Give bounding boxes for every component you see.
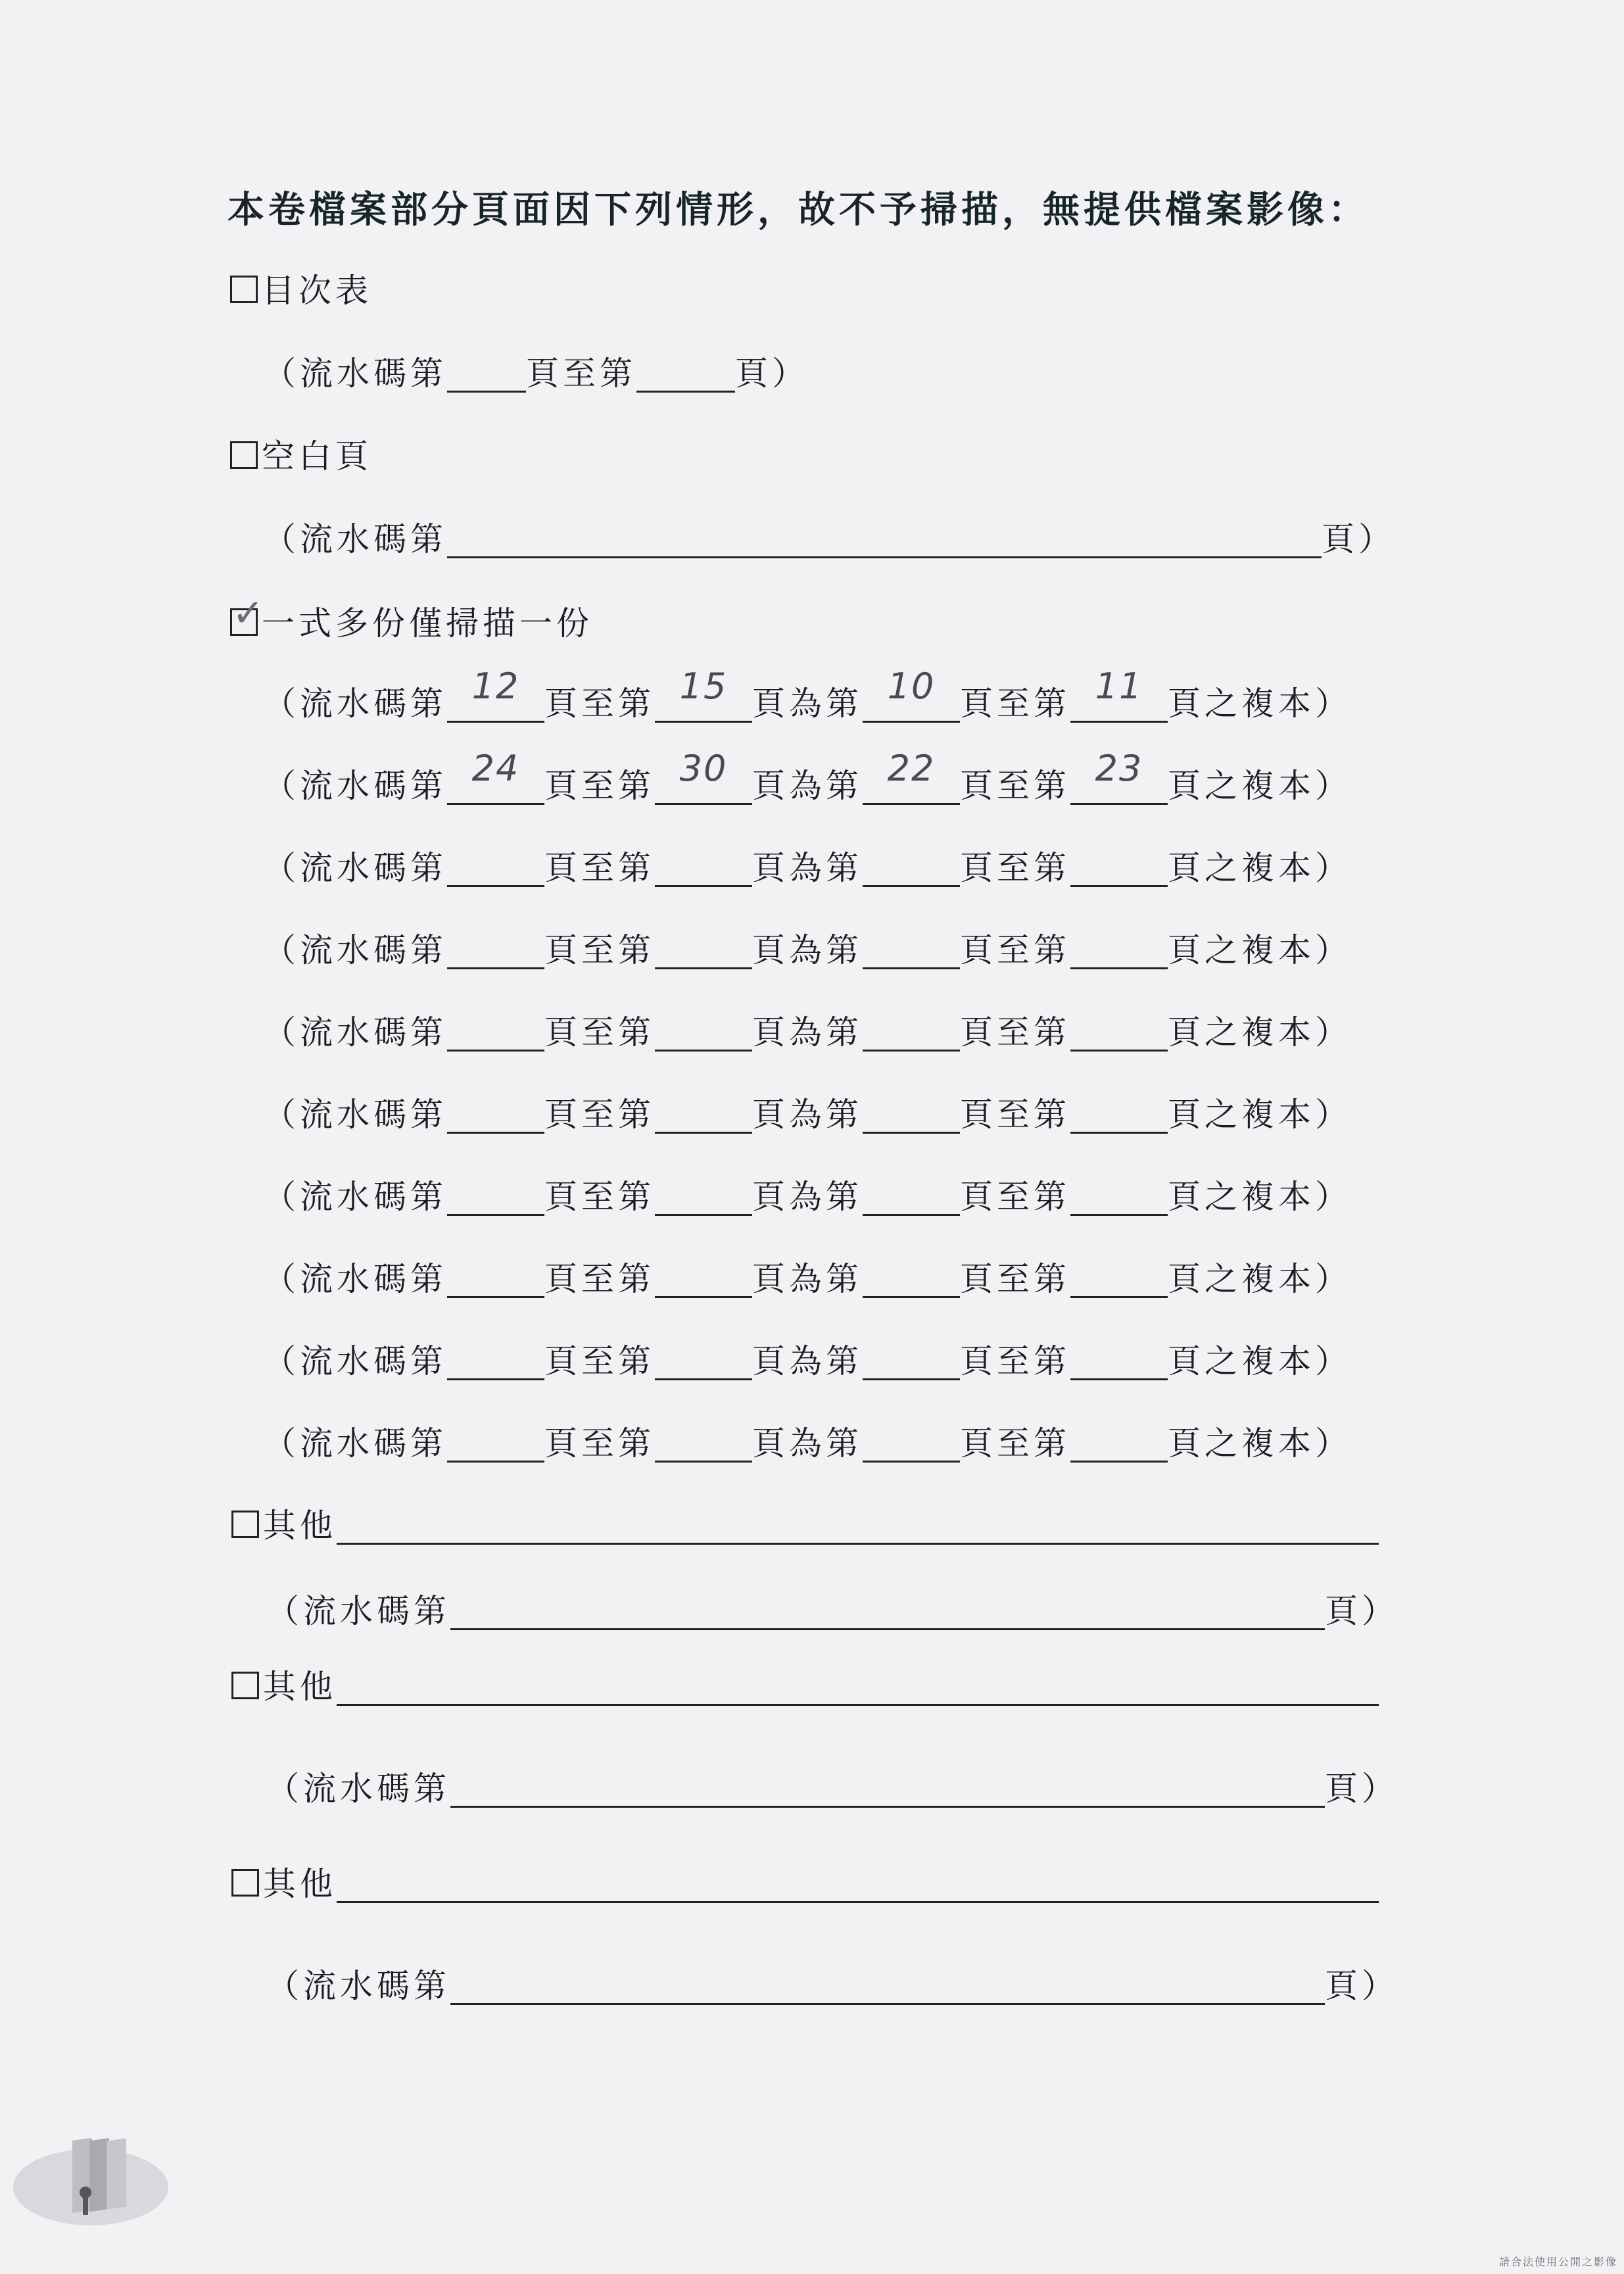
duplicate-range-line: [263, 1259, 1352, 1299]
range-close-text: 頁）: [735, 354, 809, 393]
other-description-blank[interactable]: [337, 1509, 1379, 1545]
to-page-blank[interactable]: [655, 1180, 752, 1216]
range-mid-text: 頁至第: [544, 1424, 655, 1463]
copy-of-text: 頁為第: [752, 1178, 863, 1216]
copy-of-text: 頁為第: [752, 1013, 863, 1052]
check-mark-icon: ✓: [232, 591, 264, 635]
serial-prefix: （流水碼第: [263, 1342, 447, 1380]
range-mid-text: 頁至第: [544, 685, 655, 723]
to-page-blank[interactable]: [655, 1262, 752, 1298]
other-serial-blank[interactable]: [450, 1772, 1325, 1808]
form-title: 本卷檔案部分頁面因下列情形，故不予掃描，無提供檔案影像：: [227, 188, 1369, 231]
handwritten-page-number: 30: [679, 748, 728, 789]
serial-prefix: （流水碼第: [263, 849, 447, 887]
original-to-blank[interactable]: [1070, 933, 1168, 969]
range-mid-text: 頁至第: [960, 1424, 1070, 1463]
original-to-blank[interactable]: [1070, 748, 1168, 805]
serial-prefix: （流水碼第: [266, 1592, 450, 1630]
copy-of-text: 頁為第: [752, 1342, 863, 1380]
other-range-line: [266, 1966, 1398, 2006]
toc-to-blank[interactable]: [636, 356, 735, 393]
range-mid-text: 頁至第: [960, 849, 1070, 887]
to-page-blank[interactable]: [655, 1098, 752, 1134]
handwritten-page-number: 12: [471, 665, 520, 707]
serial-prefix: （流水碼第: [266, 1770, 450, 1808]
range-close-text: 頁之複本）: [1168, 1178, 1352, 1216]
original-from-blank[interactable]: [863, 1180, 960, 1216]
original-to-blank[interactable]: [1070, 1015, 1168, 1052]
blank-page-option: [230, 437, 372, 476]
original-from-blank[interactable]: [863, 665, 960, 723]
other-option: [231, 1864, 1379, 1904]
duplicate-range-line: [263, 848, 1352, 888]
from-page-blank[interactable]: [447, 933, 544, 969]
toc-option: [230, 271, 372, 310]
original-from-blank[interactable]: [863, 1262, 960, 1298]
serial-prefix: （流水碼第: [263, 1178, 447, 1216]
range-close-text: 頁之複本）: [1168, 685, 1352, 723]
other-label: 其他: [263, 1507, 337, 1545]
range-mid-text: 頁至第: [960, 685, 1070, 723]
serial-prefix: （流水碼第: [266, 1967, 450, 2005]
duplicate-checkbox[interactable]: [230, 591, 264, 636]
handwritten-page-number: 11: [1095, 665, 1143, 707]
toc-checkbox[interactable]: [230, 276, 258, 303]
original-to-blank[interactable]: [1070, 1426, 1168, 1463]
from-page-blank[interactable]: [447, 851, 544, 887]
original-from-blank[interactable]: [863, 1015, 960, 1052]
original-to-blank[interactable]: [1070, 851, 1168, 887]
from-page-blank[interactable]: [447, 1262, 544, 1298]
from-page-blank[interactable]: [447, 748, 544, 805]
other-option: [231, 1667, 1379, 1706]
duplicate-range-line: [263, 1013, 1352, 1052]
other-range-line: [266, 1591, 1398, 1631]
original-to-blank[interactable]: [1070, 665, 1168, 723]
range-mid-text: 頁至第: [544, 1013, 655, 1052]
duplicate-label: 一式多份僅掃描一份: [262, 604, 593, 642]
range-close-text: 頁之複本）: [1168, 1260, 1352, 1298]
range-mid-text: 頁至第: [544, 931, 655, 969]
handwritten-page-number: 23: [1095, 748, 1143, 789]
other-option: [231, 1506, 1379, 1545]
range-close-text: 頁）: [1325, 1770, 1398, 1808]
other-checkbox[interactable]: [231, 1869, 259, 1897]
handwritten-page-number: 10: [887, 665, 936, 707]
range-mid-text: 頁至第: [544, 1096, 655, 1134]
to-page-blank[interactable]: [655, 1344, 752, 1380]
serial-prefix: （流水碼第: [263, 520, 447, 558]
duplicate-range-line: [263, 1095, 1352, 1134]
blank-page-range-line: [263, 520, 1395, 559]
range-mid-text: 頁至第: [960, 767, 1070, 805]
range-mid-text: 頁至第: [960, 1178, 1070, 1216]
copy-of-text: 頁為第: [752, 1424, 863, 1463]
range-close-text: 頁）: [1325, 1967, 1398, 2005]
to-page-blank[interactable]: [655, 665, 752, 723]
toc-label: 目次表: [262, 272, 372, 310]
from-page-blank[interactable]: [447, 1098, 544, 1134]
duplicate-range-line: [263, 748, 1352, 806]
duplicate-range-line: [263, 1424, 1352, 1463]
original-from-blank[interactable]: [863, 1426, 960, 1463]
footer-note: 請合法使用公開之影像: [1498, 2256, 1617, 2268]
toc-from-blank[interactable]: [447, 356, 526, 393]
duplicate-range-line: [263, 1177, 1352, 1217]
range-mid-text: 頁至第: [960, 931, 1070, 969]
range-close-text: 頁之複本）: [1168, 849, 1352, 887]
range-close-text: 頁之複本）: [1168, 1096, 1352, 1134]
handwritten-page-number: 24: [471, 748, 520, 789]
blank-page-label: 空白頁: [262, 437, 372, 475]
to-page-blank[interactable]: [655, 748, 752, 805]
range-mid-text: 頁至第: [526, 354, 636, 393]
other-description-blank[interactable]: [337, 1867, 1379, 1903]
serial-prefix: （流水碼第: [263, 1013, 447, 1052]
serial-prefix: （流水碼第: [263, 767, 447, 805]
range-mid-text: 頁至第: [960, 1342, 1070, 1380]
other-label: 其他: [263, 1865, 337, 1903]
range-mid-text: 頁至第: [960, 1096, 1070, 1134]
serial-prefix: （流水碼第: [263, 1260, 447, 1298]
other-serial-blank[interactable]: [450, 1969, 1325, 2005]
blank-page-serial-blank[interactable]: [447, 522, 1322, 558]
serial-prefix: （流水碼第: [263, 1424, 447, 1463]
original-from-blank[interactable]: [863, 1344, 960, 1380]
range-close-text: 頁之複本）: [1168, 1424, 1352, 1463]
to-page-blank[interactable]: [655, 851, 752, 887]
from-page-blank[interactable]: [447, 1180, 544, 1216]
original-from-blank[interactable]: [863, 933, 960, 969]
original-from-blank[interactable]: [863, 851, 960, 887]
to-page-blank[interactable]: [655, 1015, 752, 1052]
other-checkbox[interactable]: [231, 1511, 259, 1538]
to-page-blank[interactable]: [655, 933, 752, 969]
range-mid-text: 頁至第: [544, 849, 655, 887]
range-close-text: 頁之複本）: [1168, 1013, 1352, 1052]
other-label: 其他: [263, 1668, 337, 1706]
other-range-line: [266, 1769, 1398, 1808]
copy-of-text: 頁為第: [752, 767, 863, 805]
blank-page-checkbox[interactable]: [230, 441, 258, 469]
from-page-blank[interactable]: [447, 665, 544, 723]
range-mid-text: 頁至第: [960, 1013, 1070, 1052]
other-serial-blank[interactable]: [450, 1594, 1325, 1630]
handwritten-page-number: 22: [887, 748, 936, 789]
range-mid-text: 頁至第: [544, 1342, 655, 1380]
range-mid-text: 頁至第: [544, 1178, 655, 1216]
duplicate-range-line: [263, 931, 1352, 970]
range-close-text: 頁之複本）: [1168, 767, 1352, 805]
toc-range-line: [263, 354, 809, 393]
duplicate-range-line: [263, 665, 1352, 723]
original-to-blank[interactable]: [1070, 1262, 1168, 1298]
original-to-blank[interactable]: [1070, 1180, 1168, 1216]
original-from-blank[interactable]: [863, 748, 960, 805]
range-mid-text: 頁至第: [960, 1260, 1070, 1298]
serial-prefix: （流水碼第: [263, 685, 447, 723]
serial-prefix: （流水碼第: [263, 931, 447, 969]
duplicate-option: [230, 591, 593, 643]
copy-of-text: 頁為第: [752, 1096, 863, 1134]
copy-of-text: 頁為第: [752, 849, 863, 887]
serial-prefix: （流水碼第: [263, 1096, 447, 1134]
from-page-blank[interactable]: [447, 1344, 544, 1380]
range-close-text: 頁）: [1322, 520, 1395, 558]
original-to-blank[interactable]: [1070, 1098, 1168, 1134]
range-close-text: 頁之複本）: [1168, 931, 1352, 969]
from-page-blank[interactable]: [447, 1015, 544, 1052]
duplicate-range-line: [263, 1342, 1352, 1381]
to-page-blank[interactable]: [655, 1426, 752, 1463]
original-from-blank[interactable]: [863, 1098, 960, 1134]
from-page-blank[interactable]: [447, 1426, 544, 1463]
serial-prefix: （流水碼第: [263, 354, 447, 393]
other-description-blank[interactable]: [337, 1670, 1379, 1706]
original-to-blank[interactable]: [1070, 1344, 1168, 1380]
archive-logo-icon: [12, 2129, 183, 2235]
range-mid-text: 頁至第: [544, 1260, 655, 1298]
copy-of-text: 頁為第: [752, 1260, 863, 1298]
range-mid-text: 頁至第: [544, 767, 655, 805]
range-close-text: 頁）: [1325, 1592, 1398, 1630]
other-checkbox[interactable]: [231, 1672, 259, 1699]
copy-of-text: 頁為第: [752, 931, 863, 969]
range-close-text: 頁之複本）: [1168, 1342, 1352, 1380]
handwritten-page-number: 15: [679, 665, 728, 707]
copy-of-text: 頁為第: [752, 685, 863, 723]
